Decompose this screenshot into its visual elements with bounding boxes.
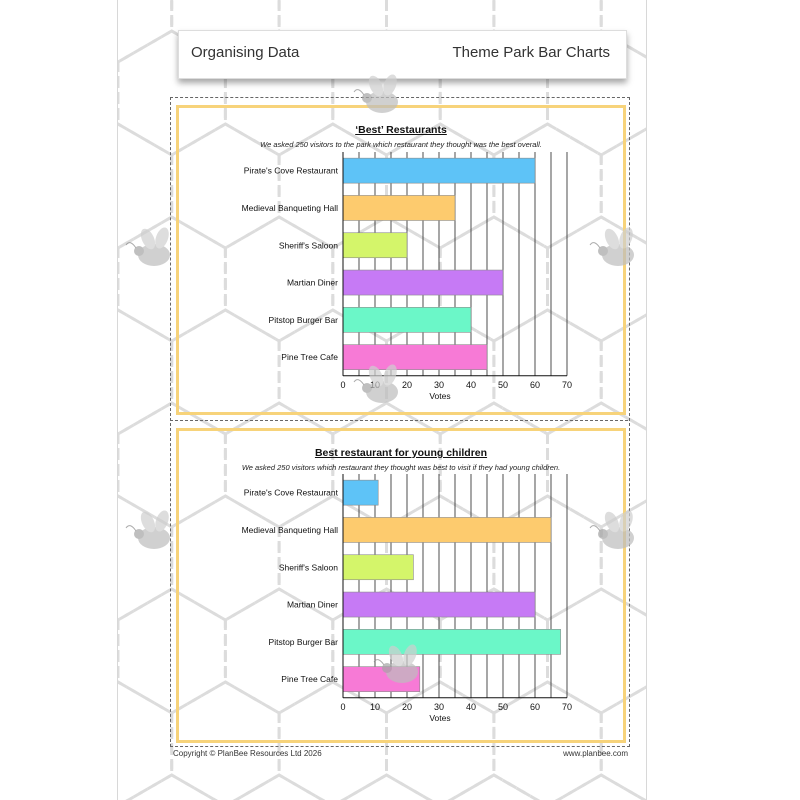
category-label: Martian Diner: [286, 277, 338, 288]
x-tick-label: 40: [465, 379, 477, 390]
category-label: Pitstop Burger Bar: [268, 314, 338, 325]
bee-icon: [374, 643, 419, 683]
footer-copyright: Copyright © PlanBee Resources Ltd 2026: [173, 749, 322, 758]
category-label: Pirate's Cove Restaurant: [243, 487, 338, 498]
header-left-title: Organising Data: [191, 44, 300, 61]
x-tick-label: 60: [529, 379, 541, 390]
category-label: Medieval Banqueting Hall: [241, 202, 338, 213]
x-tick-label: 30: [433, 379, 445, 390]
category-label: Sheriff's Saloon: [278, 562, 338, 573]
category-label: Pine Tree Cafe: [281, 674, 338, 685]
bee-icon: [590, 509, 635, 549]
x-tick-label: 50: [497, 379, 509, 390]
x-tick-label: 60: [529, 701, 541, 712]
x-axis-label: Votes: [429, 390, 451, 401]
category-label: Pine Tree Cafe: [281, 352, 338, 363]
x-tick-label: 20: [401, 701, 413, 712]
category-label: Medieval Banqueting Hall: [241, 524, 338, 535]
x-tick-label: 40: [465, 701, 477, 712]
x-tick-label: 20: [401, 379, 413, 390]
x-tick-label: 70: [561, 701, 573, 712]
x-tick-label: 10: [369, 701, 381, 712]
bee-icon: [126, 226, 171, 266]
x-tick-label: 50: [497, 701, 509, 712]
chart2-title: Best restaurant for young children: [314, 447, 488, 459]
bee-icon: [354, 363, 399, 403]
category-label: Sheriff's Saloon: [278, 240, 338, 251]
x-tick-label: 70: [561, 379, 573, 390]
header-right-title: Theme Park Bar Charts: [452, 44, 610, 61]
x-tick-label: 0: [340, 701, 346, 712]
bee-icon: [590, 226, 635, 266]
category-label: Martian Diner: [286, 599, 338, 610]
chart2-subtitle: We asked 250 visitors which restaurant they thought was best to visit if they had young children.: [241, 463, 561, 472]
x-axis-label: Votes: [429, 712, 451, 723]
bee-icon: [354, 73, 399, 113]
bee-icon: [126, 509, 171, 549]
category-label: Pitstop Burger Bar: [268, 636, 338, 647]
bee-decorations: [118, 0, 646, 800]
worksheet-page: [117, 0, 647, 800]
x-tick-label: 0: [340, 379, 346, 390]
chart1-title: ‘Best’ Restaurants: [355, 124, 447, 136]
chart1-subtitle: We asked 250 visitors to the park which restaurant they thought was the best overall.: [260, 140, 542, 149]
x-tick-label: 30: [433, 701, 445, 712]
category-label: Pirate's Cove Restaurant: [243, 165, 338, 176]
footer-website: www.planbee.com: [563, 749, 628, 758]
